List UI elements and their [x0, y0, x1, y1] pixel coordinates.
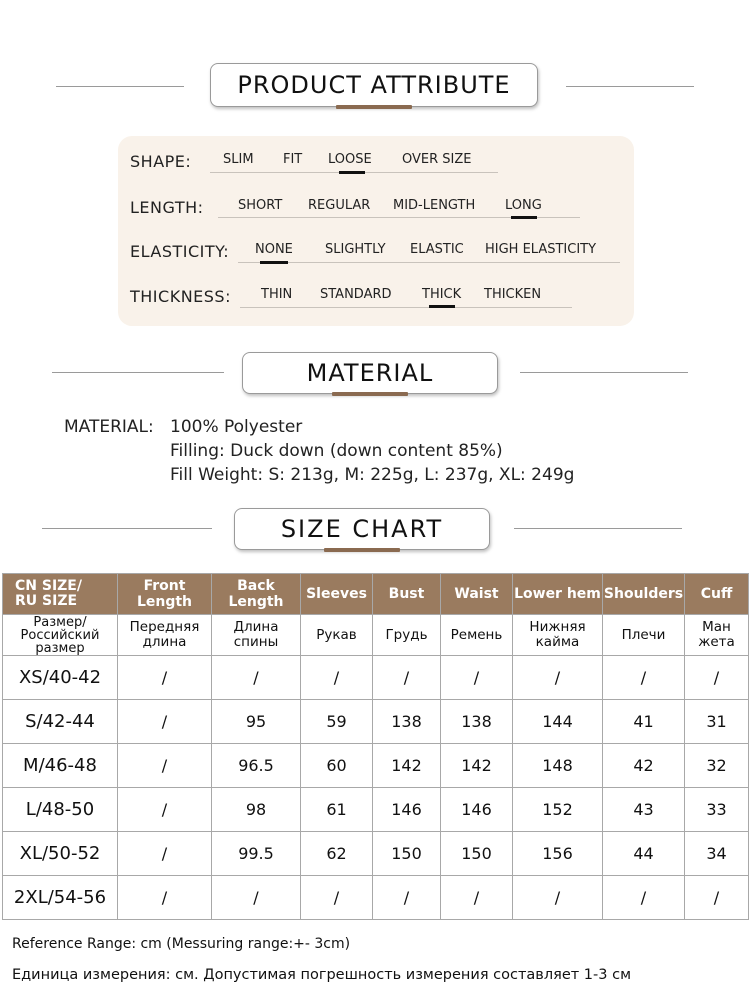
table-cell: Lower hem: [513, 574, 603, 615]
table-cell: Back Length: [212, 574, 301, 615]
divider-right: [566, 86, 694, 87]
table-cell: /: [685, 876, 749, 920]
table-cell: 96.5: [212, 744, 301, 788]
selected-mark: [429, 305, 455, 308]
row-label-cell: M/46-48: [3, 744, 118, 788]
title-accent-bar: [336, 105, 412, 109]
table-cell: /: [441, 656, 513, 700]
table-cell: 150: [373, 832, 441, 876]
attr-label-shape: SHAPE:: [130, 152, 192, 171]
table-cell: /: [373, 656, 441, 700]
table-cell: /: [118, 788, 212, 832]
section-title-text: MATERIAL: [306, 359, 434, 387]
table-cell: Ман жета: [685, 615, 749, 656]
table-cell: /: [441, 876, 513, 920]
attr-option: ELASTIC: [410, 242, 464, 257]
table-cell: 150: [441, 832, 513, 876]
attr-option: SLIGHTLY: [325, 242, 386, 257]
attr-option: SLIM: [223, 152, 254, 167]
attr-row-line: [238, 262, 620, 263]
table-cell: /: [603, 656, 685, 700]
table-cell: Передняя длина: [118, 615, 212, 656]
table-cell: Грудь: [373, 615, 441, 656]
table-cell: /: [212, 656, 301, 700]
row-label-cell: Размер/ Российский размер: [3, 615, 118, 656]
row-label-cell: XL/50-52: [3, 832, 118, 876]
table-cell: Плечи: [603, 615, 685, 656]
table-cell: /: [118, 656, 212, 700]
table-cell: /: [685, 656, 749, 700]
attr-option: THIN: [261, 287, 293, 302]
table-subheader-row: [3, 615, 749, 656]
section-title-text: PRODUCT ATTRIBUTE: [237, 71, 511, 99]
table-cell: /: [118, 876, 212, 920]
table-cell: Ремень: [441, 615, 513, 656]
table-cell: Sleeves: [301, 574, 373, 615]
table-cell: 99.5: [212, 832, 301, 876]
table-cell: 148: [513, 744, 603, 788]
table-row: [3, 744, 749, 788]
table-cell: 44: [603, 832, 685, 876]
material-line-2: Filling: Duck down (down content 85%): [170, 441, 503, 461]
row-label-cell: CN SIZE/ RU SIZE: [3, 574, 118, 615]
footer-note-ru: Единица измерения: см. Допустимая погрешность измерения составляет 1-3 см: [12, 967, 632, 983]
table-cell: Waist: [441, 574, 513, 615]
table-cell: 142: [441, 744, 513, 788]
attr-option-selected: LOOSE: [328, 152, 372, 167]
row-label-cell: L/48-50: [3, 788, 118, 832]
section-title-size-chart: [234, 508, 490, 550]
attr-option: REGULAR: [308, 198, 371, 213]
divider-left: [52, 372, 224, 373]
attr-option: STANDARD: [320, 287, 392, 302]
divider-left: [56, 86, 184, 87]
table-cell: /: [513, 656, 603, 700]
attr-option: THICKEN: [484, 287, 542, 302]
table-cell: /: [212, 876, 301, 920]
table-cell: /: [118, 700, 212, 744]
table-row: [3, 832, 749, 876]
divider-right: [514, 528, 682, 529]
table-cell: 156: [513, 832, 603, 876]
material-line-1: 100% Polyester: [170, 417, 303, 437]
divider-right: [520, 372, 688, 373]
table-header-row: [3, 574, 749, 615]
table-cell: 146: [441, 788, 513, 832]
table-cell: 152: [513, 788, 603, 832]
table-row: [3, 656, 749, 700]
table-cell: /: [513, 876, 603, 920]
section-title-product-attribute: [210, 63, 538, 107]
table-cell: 34: [685, 832, 749, 876]
table-cell: 33: [685, 788, 749, 832]
attr-option-selected: LONG: [505, 198, 542, 213]
attr-label-length: LENGTH:: [130, 198, 204, 217]
table-cell: 95: [212, 700, 301, 744]
selected-mark: [260, 261, 288, 264]
attr-option: MID-LENGTH: [393, 198, 476, 213]
row-label-cell: XS/40-42: [3, 656, 118, 700]
attr-option: SHORT: [238, 198, 283, 213]
table-cell: 138: [441, 700, 513, 744]
table-cell: Длина спины: [212, 615, 301, 656]
table-cell: Bust: [373, 574, 441, 615]
attr-label-elasticity: ELASTICITY:: [130, 242, 230, 261]
row-label-cell: 2XL/54-56: [3, 876, 118, 920]
table-cell: 98: [212, 788, 301, 832]
table-cell: Нижняя кайма: [513, 615, 603, 656]
title-accent-bar: [332, 392, 408, 396]
table-cell: 146: [373, 788, 441, 832]
table-cell: 142: [373, 744, 441, 788]
table-cell: /: [301, 876, 373, 920]
table-cell: 61: [301, 788, 373, 832]
table-row: [3, 700, 749, 744]
attr-option: OVER SIZE: [402, 152, 472, 167]
table-cell: /: [373, 876, 441, 920]
row-label-cell: S/42-44: [3, 700, 118, 744]
table-row: [3, 876, 749, 920]
table-cell: Рукав: [301, 615, 373, 656]
attr-label-thickness: THICKNESS:: [130, 287, 231, 306]
attr-option: FIT: [283, 152, 303, 167]
table-row: [3, 788, 749, 832]
material-label: MATERIAL:: [64, 417, 154, 437]
table-cell: /: [118, 744, 212, 788]
selected-mark: [339, 171, 365, 174]
table-cell: Cuff: [685, 574, 749, 615]
table-cell: Shoulders: [603, 574, 685, 615]
table-cell: 138: [373, 700, 441, 744]
table-cell: 43: [603, 788, 685, 832]
table-cell: 31: [685, 700, 749, 744]
table-cell: 42: [603, 744, 685, 788]
section-title-text: SIZE CHART: [280, 515, 444, 543]
table-cell: 59: [301, 700, 373, 744]
attr-option: HIGH ELASTICITY: [485, 242, 597, 257]
table-cell: /: [301, 656, 373, 700]
table-cell: 60: [301, 744, 373, 788]
selected-mark: [511, 216, 537, 219]
material-line-3: Fill Weight: S: 213g, M: 225g, L: 237g, XL: 249g: [170, 465, 575, 485]
attr-option-selected: NONE: [255, 242, 293, 257]
size-chart-table: [2, 573, 749, 920]
table-cell: 32: [685, 744, 749, 788]
section-title-material: [242, 352, 498, 394]
table-cell: Front Length: [118, 574, 212, 615]
attr-row-line: [240, 307, 572, 308]
table-cell: 41: [603, 700, 685, 744]
divider-left: [42, 528, 212, 529]
table-cell: /: [603, 876, 685, 920]
attr-option-selected: THICK: [422, 287, 462, 302]
table-cell: 62: [301, 832, 373, 876]
table-cell: /: [118, 832, 212, 876]
table-cell: 144: [513, 700, 603, 744]
footer-note-en: Reference Range: cm (Messuring range:+- 3cm): [12, 936, 351, 952]
title-accent-bar: [324, 548, 400, 552]
